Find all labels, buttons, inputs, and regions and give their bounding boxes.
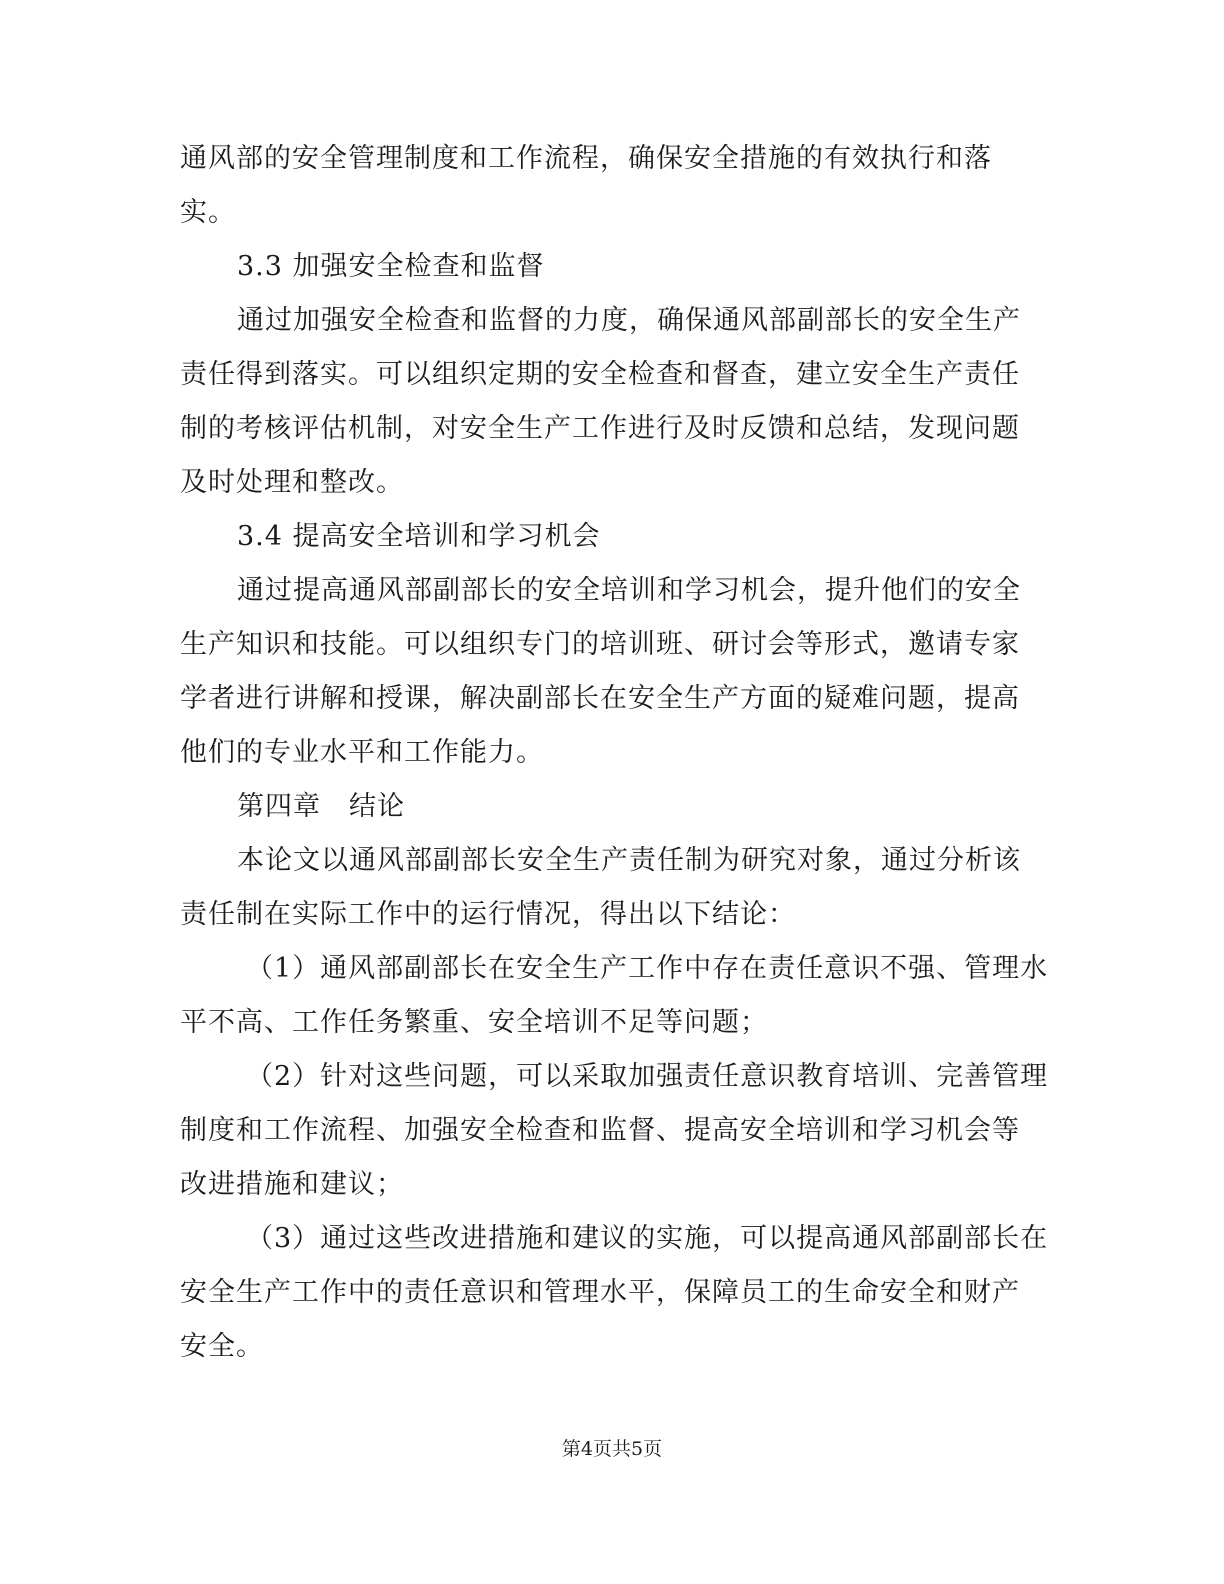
conclusion-item-2: （2）针对这些问题，可以采取加强责任意识教育培训、完善管理 — [246, 1061, 1049, 1092]
section-heading-3-3: 3.3 加强安全检查和监督 — [237, 251, 545, 282]
body-line: 制度和工作流程、加强安全检查和监督、提高安全培训和学习机会等 — [180, 1115, 1020, 1146]
body-line: 学者进行讲解和授课，解决副部长在安全生产方面的疑难问题，提高 — [180, 683, 1020, 714]
body-line: 通过加强安全检查和监督的力度，确保通风部副部长的安全生产 — [237, 305, 1021, 336]
body-line: 生产知识和技能。可以组织专门的培训班、研讨会等形式，邀请专家 — [180, 629, 1020, 660]
body-line: 实。 — [180, 197, 236, 228]
body-line: 平不高、工作任务繁重、安全培训不足等问题； — [180, 1007, 768, 1038]
page-number-footer: 第4页共5页 — [561, 1438, 663, 1460]
chapter-heading: 第四章 结论 — [237, 791, 405, 822]
conclusion-item-1: （1）通风部副部长在安全生产工作中存在责任意识不强、管理水 — [246, 953, 1049, 984]
conclusion-item-3: （3）通过这些改进措施和建议的实施，可以提高通风部副部长在 — [246, 1223, 1049, 1254]
body-line: 安全。 — [180, 1331, 264, 1362]
body-line: 责任制在实际工作中的运行情况，得出以下结论： — [180, 899, 796, 930]
body-line: 改进措施和建议； — [180, 1169, 404, 1200]
body-line: 通风部的安全管理制度和工作流程，确保安全措施的有效执行和落 — [180, 143, 992, 174]
body-line: 及时处理和整改。 — [180, 467, 404, 498]
body-line: 本论文以通风部副部长安全生产责任制为研究对象，通过分析该 — [237, 845, 1021, 876]
body-line: 安全生产工作中的责任意识和管理水平，保障员工的生命安全和财产 — [180, 1277, 1020, 1308]
section-heading-3-4: 3.4 提高安全培训和学习机会 — [237, 521, 601, 552]
body-line: 通过提高通风部副部长的安全培训和学习机会，提升他们的安全 — [237, 575, 1021, 606]
document-body — [180, 132, 1049, 1374]
body-line: 他们的专业水平和工作能力。 — [180, 737, 544, 768]
body-line: 责任得到落实。可以组织定期的安全检查和督查，建立安全生产责任 — [180, 359, 1020, 390]
body-line: 制的考核评估机制，对安全生产工作进行及时反馈和总结，发现问题 — [180, 413, 1020, 444]
